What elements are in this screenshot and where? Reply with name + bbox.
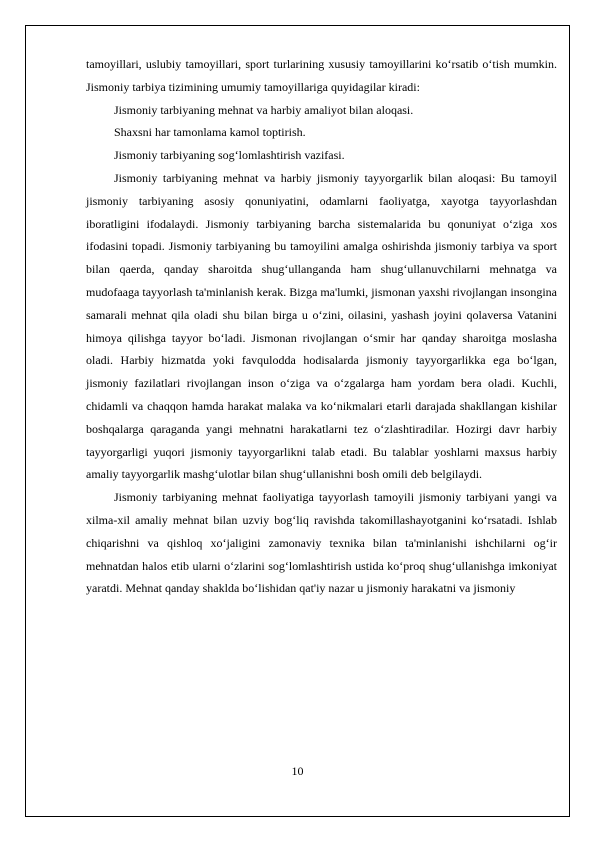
paragraph-military-labor: Jismoniy tarbiyaning mehnat va harbiy jismoniy tayyorgarlik bilan aloqasi: Bu tamoyil jismoniy tarbiyaning asosiy qonuniyatini, odamlarni faoliyatga, xayotga tayyorlashdan iboratligini ifodalaydi. Jismoniy tarbiyaning barcha sistemalarida bu qonuniyat o‘ziga xos ifodasini topadi. Jismoniy tarbiyaning bu tamoyilini amalga oshirishda jismoniy tarbiya va sport bilan qaerda, qanday sharoitda shug‘ullanganda ham shug‘ullanuvchilarni mehnatga va mudofaaga tayyorlash ta'minlanish kerak. Bizga ma'lumki, jismonan yaxshi rivojlangan insongina samarali mehnat qila oladi shu bilan birga u o‘zini, oilasini, yashash joyini qolaversa Vatanini himoya qilishga tayyor bo‘ladi. Jismonan rivojlangan o‘smir har qanday sharoitga moslasha oladi. Harbiy hizmatda yoki favqulodda hodisalarda jismoniy tayyorgarlikka ega bo‘lgan, jismoniy fazilatlari rivojlangan inson o‘ziga va o‘zgalarga ham yordam bera oladi. Kuchli, chidamli va chaqqon hamda harakat malaka va ko‘nikmalari etarli darajada shakllangan kishilar boshqalarga qaraganda yangi mehnatni harakatlarni tez o‘zlashtiradilar. Hozirgi davr harbiy tayyorgarligi yuqori jismoniy tayyorgarlikni talab etadi. Bu talablar yoshlarni maxsus harbiy amaliy tayyorgarlik mashg‘ulotlar bilan shug‘ullanishni bosh omili deb belgilaydi. xyxy=(86,170,557,482)
document-page xyxy=(25,25,570,817)
paragraph-intro: tamoyillari, uslubiy tamoyillari, sport turlarining xususiy tamoyillarini ko‘rsatib o‘tish mumkin. Jismoniy tarbiya tizimining umumiy tamoyillariga quyidagilar kiradi: xyxy=(86,57,557,94)
page-number: 10 xyxy=(291,764,304,778)
page-body xyxy=(86,53,557,600)
paragraph-labor-principle: Jismoniy tarbiyaning mehnat faoliyatiga tayyorlash tamoyili jismoniy tarbiyani yangi va xilma-xil amaliy mehnat bilan uzviy bog‘liq ravishda takomillashayotganini ko‘rsatadi. Ishlab chiqarishni va qishloq xo‘jaligini zamonaviy texnika bilan ta'minlanishi ishchilarni og‘ir mehnatdan halos etib ularni o‘zlarini sog‘lomlashtirish ustida ko‘proq shug‘ullanishga imkoniyat yaratdi. Mehnat qanday shaklda bo‘lishidan qat'iy nazar u jismoniy harakatni va jismoniy xyxy=(86,490,557,596)
list-item: Jismoniy tarbiyaning sog‘lomlashtirish vazifasi. xyxy=(114,148,345,163)
list-item: Shaxsni har tamonlama kamol toptirish. xyxy=(114,125,306,140)
list-item: Jismoniy tarbiyaning mehnat va harbiy amaliyot bilan aloqasi. xyxy=(114,102,414,117)
